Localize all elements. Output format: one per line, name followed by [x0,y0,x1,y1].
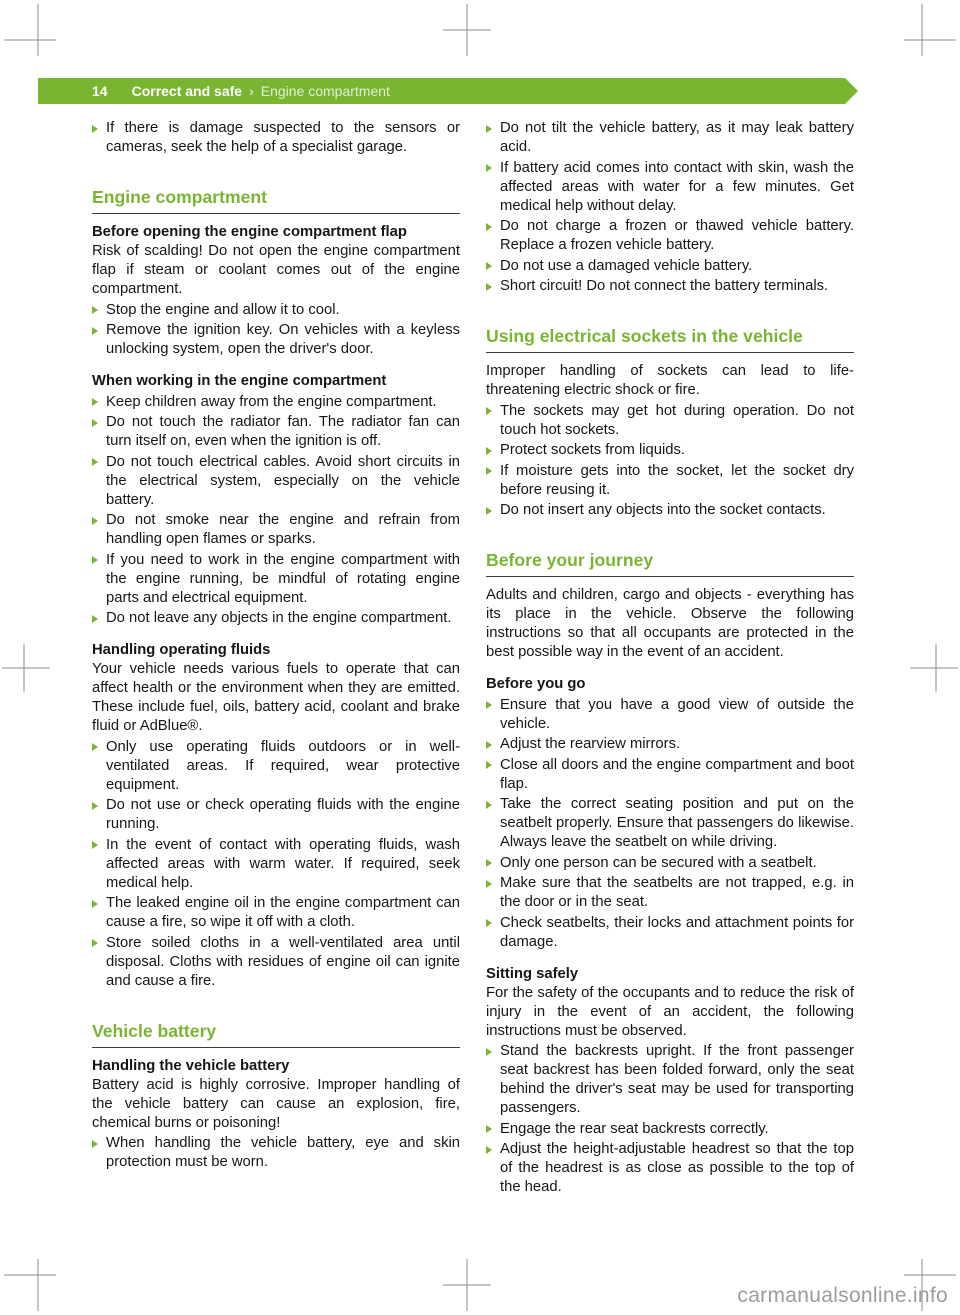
bullet-triangle-icon [486,467,492,475]
list-item-text: Do not use or check operating fluids with the engine running. [106,797,460,832]
list-item [92,1134,460,1172]
list-item [486,462,854,500]
list-item-text: Make sure that the seatbelts are not trapped, e.g. in the door or in the seat. [500,875,854,910]
list-item-text: Do not touch electrical cables. Avoid short circuits in the electrical system, especially on the vehicle battery. [106,453,460,508]
section-heading-electrical-sockets: Using electrical sockets in the vehicle [486,325,854,353]
bullet-triangle-icon [486,859,492,867]
bullet-triangle-icon [486,223,492,231]
list-item [92,551,460,608]
bullet-triangle-icon [92,743,98,751]
list-item [92,934,460,991]
list-item [92,836,460,893]
bullet-triangle-icon [486,125,492,133]
list-item-text: The sockets may get hot during operation. Do not touch hot sockets. [500,402,854,438]
bullet-triangle-icon [92,841,98,849]
list-item-text: Close all doors and the engine compartment and boot flap. [500,756,854,792]
list-item [92,738,460,795]
list-item [92,393,460,412]
list-item [92,894,460,932]
page-header-bar [38,78,845,104]
bullet-triangle-icon [486,761,492,769]
list-item-text: If you need to work in the engine compartment with the engine running, be mindful of rotating engine parts and electrical equipment. [106,551,460,606]
paragraph: Battery acid is highly corrosive. Improper handling of the vehicle battery can cause an explosion, fire, chemical burns or poisoning! [92,1076,460,1131]
bullet-triangle-icon [486,701,492,709]
list-item-text: Take the correct seating position and put on the seatbelt properly. Ensure that passengers do likewise. Always leave the seatbelt on while driving. [500,796,854,850]
list-item-text: When handling the vehicle battery, eye and skin protection must be worn. [106,1135,460,1170]
bullet-triangle-icon [486,507,492,515]
subsection-working-in-engine-compartment: When working in the engine compartment [92,373,387,389]
bullet-triangle-icon [486,801,492,809]
breadcrumb-separator-icon: › [249,83,254,99]
list-item-text: Ensure that you have a good view of outside the vehicle. [500,696,854,732]
list-item-text: Engage the rear seat backrests correctly. [500,1120,769,1137]
list-item-text: Do not tilt the vehicle battery, as it may leak battery acid. [500,120,854,155]
list-item [486,159,854,216]
subsection-before-opening-flap: Before opening the engine compartment flap [92,224,407,240]
bullet-triangle-icon [486,407,492,415]
bullet-triangle-icon [92,615,98,623]
bullet-triangle-icon [486,1048,492,1056]
list-item [486,874,854,912]
list-item [486,441,854,460]
list-item-text: The leaked engine oil in the engine compartment can cause a fire, so wipe it off with a cloth. [106,895,460,930]
list-item-text: Only use operating fluids outdoors or in well-ventilated areas. If required, wear protective equipment. [106,738,460,793]
section-heading-before-your-journey: Before your journey [486,549,854,577]
subsection-handling-operating-fluids: Handling operating fluids [92,642,271,658]
watermark: carmanualsonline.info [737,1284,948,1307]
list-item [486,1120,854,1139]
list-item [486,217,854,255]
bullet-triangle-icon [92,1140,98,1148]
list-item [92,511,460,549]
bullet-triangle-icon [92,900,98,908]
list-item-text: Store soiled cloths in a well-ventilated area until disposal. Cloths with residues of engine oil can ignite and cause a fire. [106,934,460,989]
list-item [92,413,460,451]
list-item-text: Check seatbelts, their locks and attachment points for damage. [500,914,854,950]
list-item [486,854,854,873]
list-item-text: If moisture gets into the socket, let the socket dry before reusing it. [500,462,854,498]
bullet-triangle-icon [92,458,98,466]
list-item-text: Do not use a damaged vehicle battery. [500,257,753,274]
bullet-triangle-icon [486,880,492,888]
list-item [486,277,854,296]
list-item [486,257,854,276]
subsection-sitting-safely: Sitting safely [486,965,579,982]
subsection-handling-vehicle-battery: Handling the vehicle battery [92,1057,290,1074]
right-column [486,119,854,1199]
bullet-triangle-icon [486,1125,492,1133]
list-item [92,119,460,157]
list-item-text: Adjust the rearview mirrors. [500,736,681,752]
paragraph: Improper handling of sockets can lead to life-threatening electric shock or fire. [486,363,854,398]
list-item-text: Stop the engine and allow it to cool. [106,301,340,318]
left-column [92,119,460,1199]
list-item [486,501,854,520]
paragraph: Risk of scalding! Do not open the engine compartment flap if steam or coolant comes out of the engine compartment. [92,243,460,297]
subsection-before-you-go: Before you go [486,676,586,692]
list-item-text: Remove the ignition key. On vehicles with a keyless unlocking system, open the driver's door. [106,322,460,357]
list-item-text: Short circuit! Do not connect the battery terminals. [500,278,829,294]
bullet-triangle-icon [92,125,98,133]
list-item-text: If battery acid comes into contact with skin, wash the affected areas with water for a few minutes. Get medical help without delay. [500,159,854,214]
bullet-triangle-icon [92,939,98,947]
bullet-triangle-icon [486,1146,492,1154]
list-item-text: Stand the backrests upright. If the front passenger seat backrest has been folded forward, only the seat behind the driver's seat may be used for transporting passengers. [500,1043,854,1116]
list-item [486,756,854,794]
list-item-text: In the event of contact with operating fluids, wash affected areas with warm water. If required, seek medical help. [106,836,460,891]
list-item-text: If there is damage suspected to the sensors or cameras, seek the help of a specialist garage. [106,120,460,155]
list-item-text: Do not charge a frozen or thawed vehicle battery. Replace a frozen vehicle battery. [500,218,854,253]
bullet-triangle-icon [486,262,492,270]
bullet-triangle-icon [92,419,98,427]
bullet-triangle-icon [92,398,98,406]
list-item-text: Only one person can be secured with a seatbelt. [500,854,817,871]
list-item-text: Do not smoke near the engine and refrain from handling open flames or sparks. [106,512,460,547]
list-item [486,402,854,440]
bullet-triangle-icon [486,741,492,749]
breadcrumb-chapter: Correct and safe [131,83,243,99]
bullet-triangle-icon [92,306,98,314]
list-item-text: Do not touch the radiator fan. The radiator fan can turn itself on, even when the ignition is off. [106,414,460,449]
page-number: 14 [92,83,108,99]
paragraph: Your vehicle needs various fuels to operate that can affect health or the environment when they are emitted. These include fuel, oils, battery acid, coolant and brake fluid or AdBlue®. [92,661,460,734]
bullet-triangle-icon [486,447,492,455]
list-item [486,696,854,734]
list-item [92,796,460,834]
list-item-text: Protect sockets from liquids. [500,442,686,458]
list-item [92,321,460,359]
list-item [486,119,854,157]
bullet-triangle-icon [92,327,98,335]
breadcrumb-section: Engine compartment [260,83,390,99]
list-item [486,1140,854,1197]
list-item-text: Adjust the height-adjustable headrest so that the top of the headrest is as close as possible to the top of the head. [500,1141,854,1195]
bullet-triangle-icon [92,517,98,525]
list-item-text: Do not insert any objects into the socket contacts. [500,502,826,518]
section-heading-engine-compartment: Engine compartment [92,186,460,214]
list-item [92,301,460,320]
bullet-triangle-icon [486,164,492,172]
section-heading-vehicle-battery: Vehicle battery [92,1020,460,1048]
list-item [92,453,460,510]
list-item-text: Keep children away from the engine compartment. [106,393,437,410]
list-item [486,735,854,754]
bullet-triangle-icon [92,802,98,810]
bullet-triangle-icon [92,556,98,564]
bullet-triangle-icon [486,283,492,291]
list-item [486,1042,854,1118]
list-item [486,795,854,852]
paragraph: Adults and children, cargo and objects - everything has its place in the vehicle. Observe the following instructions so that all occupants are protected in the best possible way in the event of an accident. [486,587,854,660]
list-item [92,609,460,628]
bullet-triangle-icon [486,919,492,927]
list-item [486,914,854,952]
paragraph: For the safety of the occupants and to reduce the risk of injury in the event of an accident, the following instructions must be observed. [486,984,854,1039]
list-item-text: Do not leave any objects in the engine compartment. [106,610,452,626]
content-columns [92,119,854,1199]
header-arrow-icon [845,78,858,104]
